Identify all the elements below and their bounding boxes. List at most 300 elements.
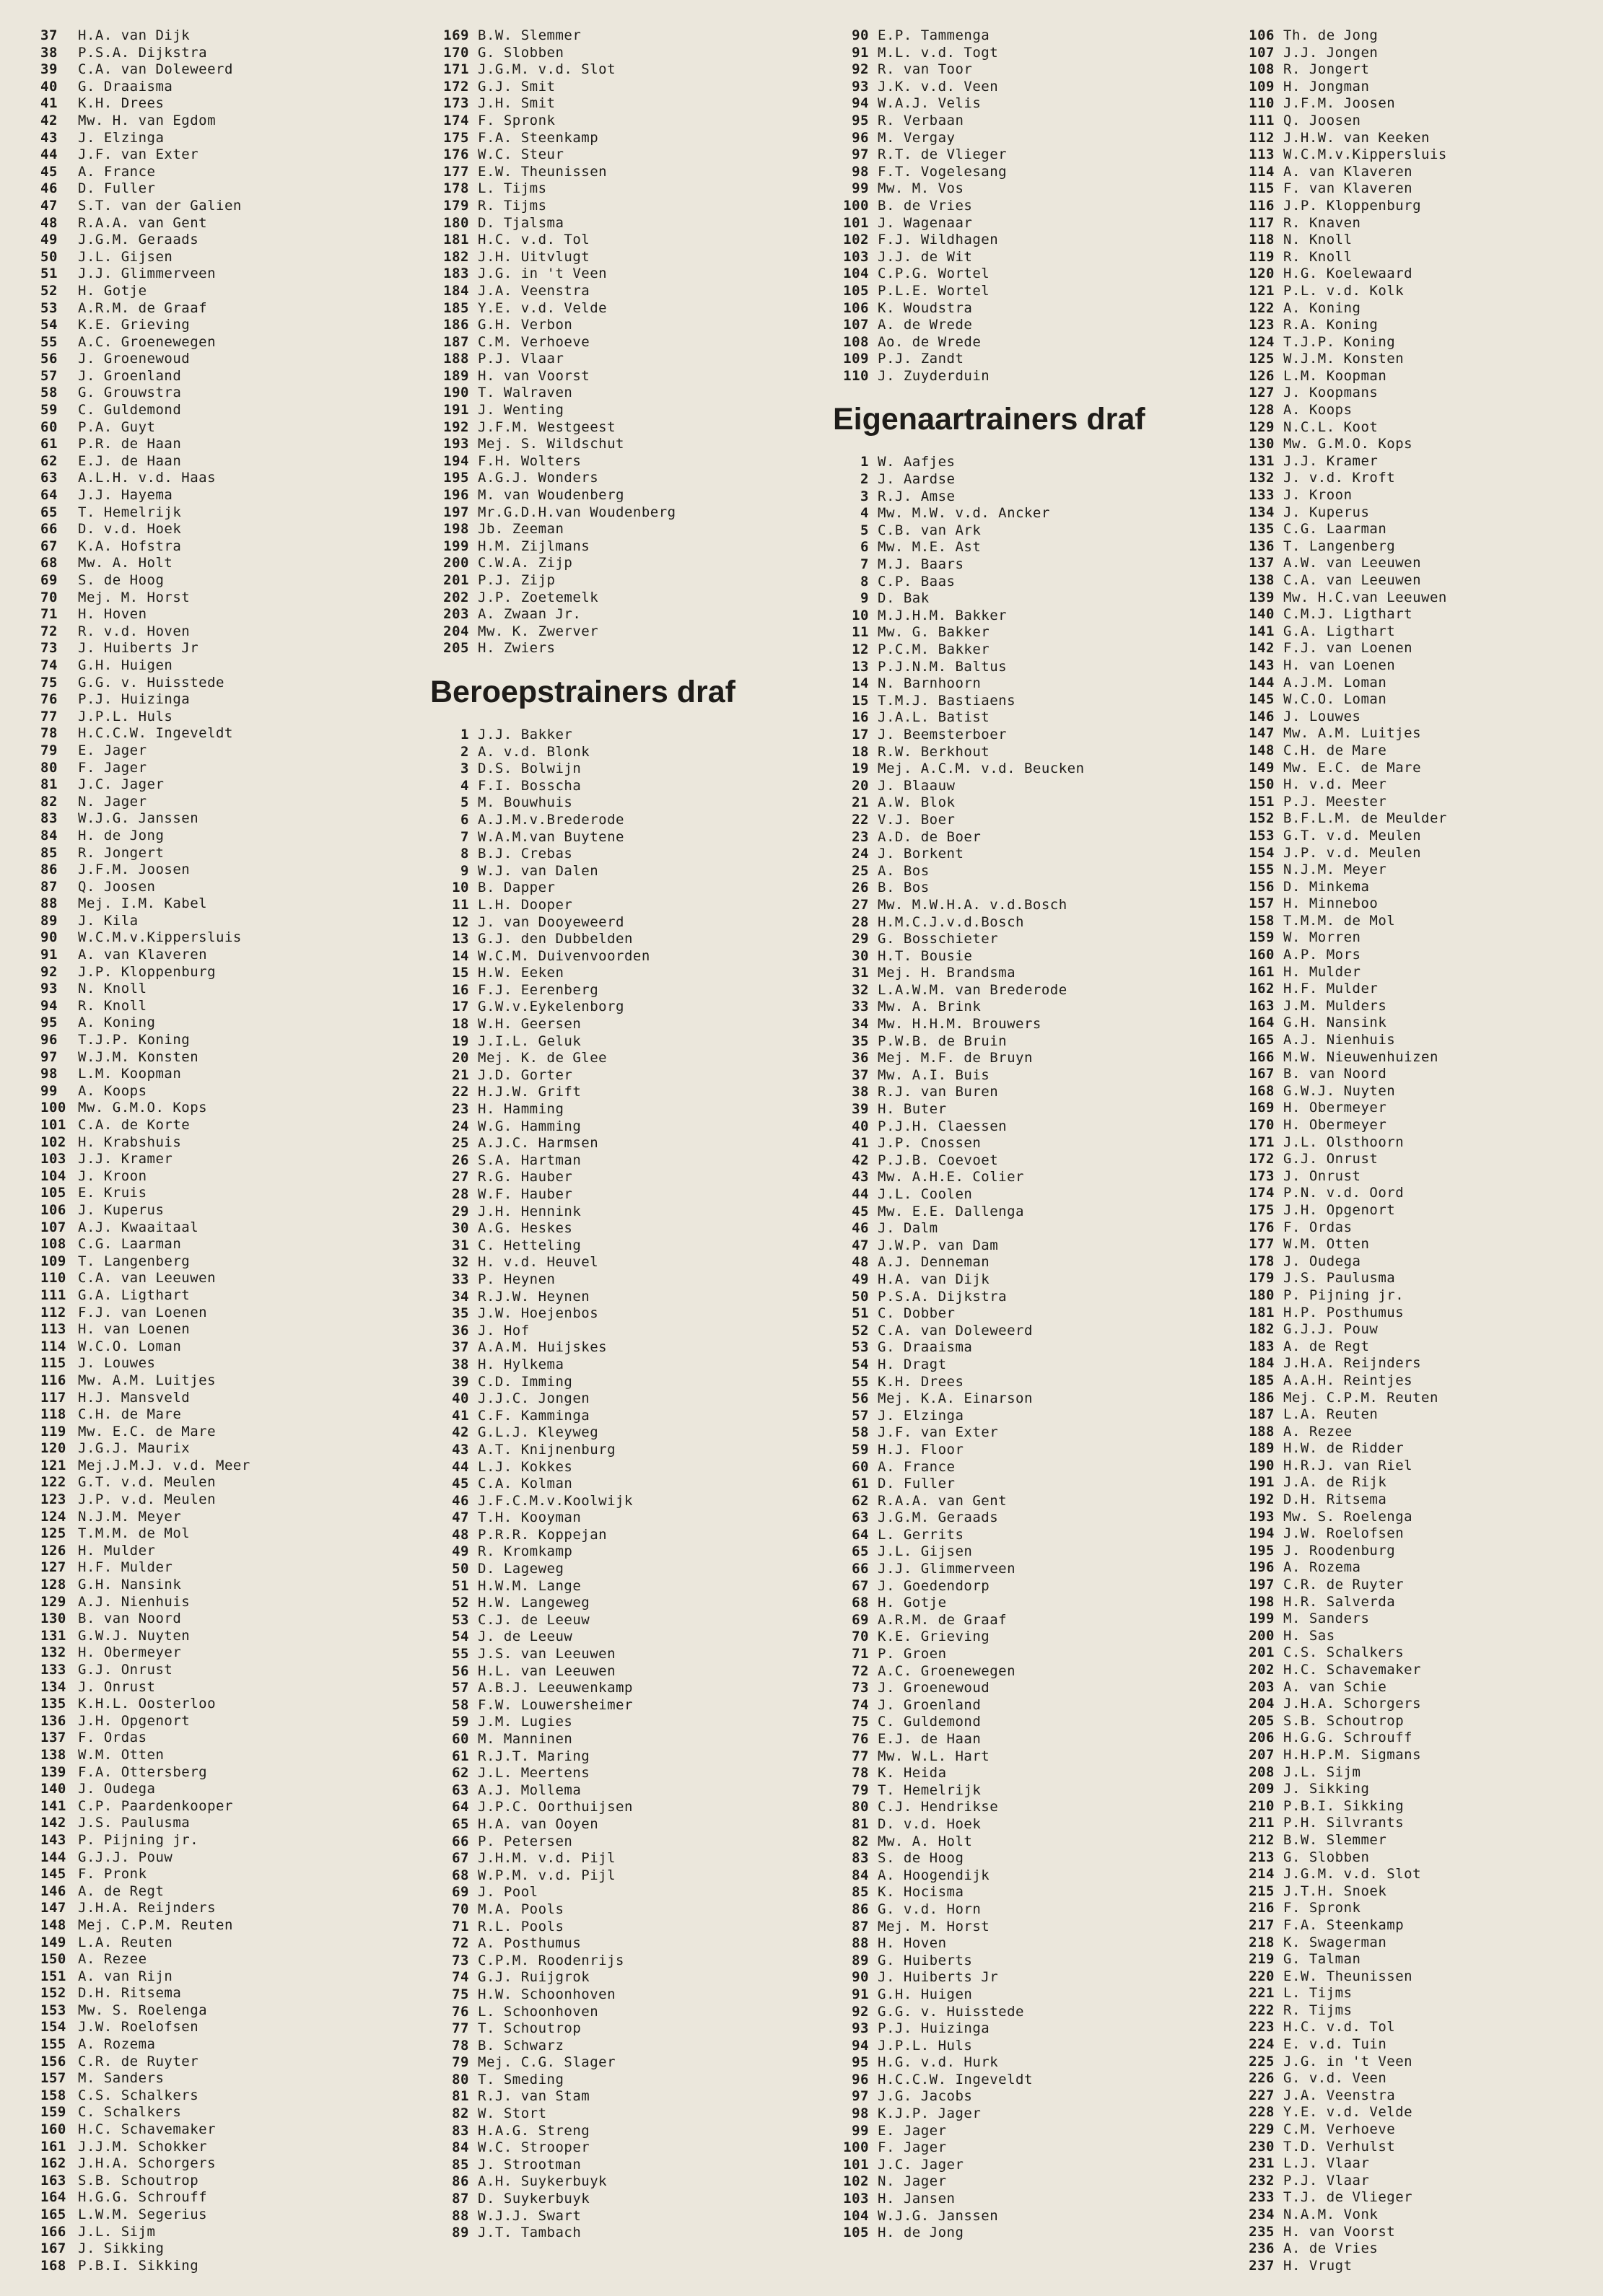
list-item bbox=[40, 1134, 416, 1152]
entry-number: 143 bbox=[40, 1831, 66, 1848]
entry-number: 232 bbox=[1249, 2172, 1275, 2188]
entry-name: J.L. Sijm bbox=[78, 2223, 156, 2240]
entry-number: 134 bbox=[40, 1678, 66, 1695]
list-item bbox=[433, 812, 823, 829]
list-item bbox=[1239, 2104, 1585, 2121]
list-item bbox=[1239, 1202, 1585, 1219]
entry-name: G.H. Nansink bbox=[1283, 1015, 1387, 1031]
list-item bbox=[1239, 402, 1585, 419]
entry-name: D. Fuller bbox=[78, 180, 156, 197]
entry-name: Jb. Zeeman bbox=[478, 521, 564, 538]
list-item bbox=[40, 283, 416, 300]
entry-number: 90 bbox=[852, 27, 869, 43]
list-item bbox=[40, 2019, 416, 2036]
entry-number: 111 bbox=[40, 1287, 66, 1303]
entry-number: 28 bbox=[452, 1186, 469, 1202]
list-item bbox=[40, 675, 416, 692]
entry-name: H. Gotje bbox=[878, 1595, 947, 1611]
entry-name: L.H. Dooper bbox=[478, 896, 573, 913]
entry-name: Mej. C.P.M. Reuten bbox=[78, 1916, 233, 1933]
list-item bbox=[433, 232, 823, 249]
entry-number: 106 bbox=[40, 1201, 66, 1218]
list-item bbox=[40, 947, 416, 964]
list-item bbox=[833, 180, 1223, 198]
list-item bbox=[433, 2072, 823, 2089]
entry-name: H. Krabshuis bbox=[78, 1134, 182, 1150]
list-item bbox=[433, 1901, 823, 1919]
entry-number: 58 bbox=[40, 385, 58, 401]
entry-name: L.A. Reuten bbox=[78, 1934, 173, 1950]
list-item bbox=[433, 1305, 823, 1323]
entry-name: G.H. Huigen bbox=[78, 657, 173, 673]
entry-name: Mw. G. Bakker bbox=[878, 624, 990, 641]
entry-name: N.J.M. Meyer bbox=[1283, 862, 1387, 878]
entry-number: 203 bbox=[1249, 1678, 1275, 1695]
list-item bbox=[40, 725, 416, 742]
list-item bbox=[433, 1680, 823, 1697]
entry-name: J. Wenting bbox=[478, 402, 564, 419]
entry-name: Mej.J.M.J. v.d. Meer bbox=[78, 1457, 250, 1473]
list-item bbox=[833, 1714, 1223, 1731]
entry-name: J.J.M. Schokker bbox=[78, 2138, 208, 2155]
list-item bbox=[833, 1101, 1223, 1118]
entry-name: A.J. Nienhuis bbox=[78, 1593, 191, 1610]
entry-number: 163 bbox=[40, 2172, 66, 2188]
list-item bbox=[833, 1220, 1223, 1237]
entry-number: 12 bbox=[452, 913, 469, 930]
entry-number: 96 bbox=[852, 129, 869, 146]
list-item bbox=[1239, 1270, 1585, 1287]
list-item bbox=[40, 1559, 416, 1577]
entry-number: 51 bbox=[40, 266, 58, 282]
list-item bbox=[433, 2139, 823, 2157]
entry-name: A.C. Groenewegen bbox=[878, 1662, 1016, 1679]
list-item bbox=[40, 1117, 416, 1134]
entry-number: 36 bbox=[452, 1322, 469, 1338]
list-item bbox=[1239, 1917, 1585, 1934]
list-item bbox=[833, 1867, 1223, 1885]
list-item bbox=[1239, 351, 1585, 368]
entry-name: G.J. Smit bbox=[478, 78, 556, 95]
entry-name: S.A. Hartman bbox=[478, 1152, 582, 1168]
list-item bbox=[1239, 913, 1585, 930]
entry-name: J. Aardse bbox=[878, 471, 956, 488]
entry-name: J. Sikking bbox=[78, 2240, 165, 2257]
entry-name: F.T. Vogelesang bbox=[878, 163, 1008, 180]
entry-number: 30 bbox=[452, 1220, 469, 1237]
list-item bbox=[1239, 1644, 1585, 1662]
entry-name: J.G. in 't Veen bbox=[478, 266, 608, 282]
list-item bbox=[433, 2225, 823, 2242]
entry-number: 228 bbox=[1249, 2104, 1275, 2121]
entry-name: G. Slobben bbox=[478, 44, 564, 61]
list-item bbox=[40, 487, 416, 504]
entry-name: H.G. v.d. Hurk bbox=[878, 2054, 999, 2071]
entry-name: H. Jansen bbox=[878, 2191, 956, 2207]
entry-name: J.P.L. Huls bbox=[878, 2037, 973, 2054]
entry-name: F. Spronk bbox=[478, 112, 556, 128]
entry-number: 199 bbox=[1249, 1611, 1275, 1627]
entry-name: H. Zwiers bbox=[478, 640, 556, 657]
entry-name: W.C.M.v.Kippersluis bbox=[78, 929, 242, 946]
list-item bbox=[433, 95, 823, 113]
list-item bbox=[40, 1321, 416, 1338]
list-item bbox=[433, 999, 823, 1016]
list-item bbox=[40, 146, 416, 164]
entry-number: 178 bbox=[1249, 1253, 1275, 1269]
list-item bbox=[433, 2038, 823, 2055]
entry-name: J.W.P. van Dam bbox=[878, 1237, 999, 1253]
entry-name: H. Mulder bbox=[78, 1542, 156, 1559]
entry-name: J.G.M. Geraads bbox=[78, 232, 199, 248]
entry-number: 154 bbox=[40, 2019, 66, 2036]
entry-name: J.H.A. Schorgers bbox=[1283, 1696, 1422, 1712]
list-item bbox=[1239, 2002, 1585, 2020]
entry-number: 29 bbox=[452, 1203, 469, 1219]
list-item bbox=[40, 130, 416, 147]
entry-number: 93 bbox=[852, 2020, 869, 2037]
entry-name: H.F. Mulder bbox=[1283, 981, 1379, 997]
entry-name: F. Jager bbox=[78, 759, 147, 776]
entry-number: 193 bbox=[443, 436, 469, 452]
list-item bbox=[833, 1799, 1223, 1816]
entry-number: 11 bbox=[852, 624, 869, 641]
list-item bbox=[1239, 2054, 1585, 2071]
entry-name: J. Oudega bbox=[1283, 1253, 1361, 1269]
entry-number: 21 bbox=[852, 794, 869, 811]
entry-name: J.H. Opgenort bbox=[1283, 1201, 1396, 1218]
entry-number: 205 bbox=[443, 640, 469, 657]
list-item bbox=[1239, 521, 1585, 538]
entry-number: 138 bbox=[1249, 572, 1275, 588]
list-item bbox=[1239, 555, 1585, 572]
entry-name: Ao. de Wrede bbox=[878, 333, 982, 350]
list-item bbox=[1239, 1594, 1585, 1611]
entry-number: 150 bbox=[40, 1951, 66, 1968]
entry-number: 113 bbox=[40, 1321, 66, 1338]
entry-name: F.H. Wolters bbox=[478, 452, 582, 469]
entry-number: 8 bbox=[460, 846, 469, 862]
entry-number: 124 bbox=[1249, 333, 1275, 350]
entry-number: 192 bbox=[443, 419, 469, 435]
entry-name: A. Koning bbox=[1283, 299, 1361, 316]
list-item bbox=[433, 1612, 823, 1629]
entry-name: F. Ordas bbox=[78, 1730, 147, 1746]
list-item bbox=[40, 1066, 416, 1083]
entry-number: 48 bbox=[40, 214, 58, 231]
entry-number: 169 bbox=[443, 27, 469, 43]
entry-number: 59 bbox=[40, 402, 58, 419]
entry-number: 150 bbox=[1249, 776, 1275, 793]
list-item bbox=[1239, 1543, 1585, 1560]
list-item bbox=[433, 164, 823, 181]
entry-name: J.H.A. Reijnders bbox=[1283, 1355, 1422, 1372]
entry-name: A.W. van Leeuwen bbox=[1283, 555, 1422, 571]
entry-name: L. Tijms bbox=[478, 180, 547, 197]
entry-number: 73 bbox=[852, 1680, 869, 1696]
entry-number: 188 bbox=[1249, 1423, 1275, 1440]
entry-name: J.H.A. Schorgers bbox=[78, 2155, 217, 2172]
list-item bbox=[433, 1527, 823, 1544]
entry-name: B. Bos bbox=[878, 880, 930, 896]
entry-name: T.M.J. Bastiaens bbox=[878, 692, 1016, 709]
entry-number: 116 bbox=[1249, 197, 1275, 214]
entry-name: A. Rezee bbox=[1283, 1423, 1353, 1440]
list-item bbox=[40, 913, 416, 930]
entry-name: G.G. v. Huisstede bbox=[78, 674, 224, 691]
entry-name: Mw. A. Holt bbox=[78, 555, 173, 571]
entry-number: 76 bbox=[852, 1731, 869, 1747]
entry-number: 63 bbox=[40, 470, 58, 486]
list-item bbox=[433, 744, 823, 761]
entry-number: 143 bbox=[1249, 657, 1275, 673]
entry-name: Y.E. v.d. Velde bbox=[478, 299, 608, 316]
entry-name: B. Schwarz bbox=[478, 2037, 564, 2054]
entry-number: 49 bbox=[852, 1271, 869, 1287]
list-item bbox=[40, 657, 416, 675]
entry-number: 173 bbox=[443, 95, 469, 112]
entry-number: 55 bbox=[852, 1373, 869, 1390]
list-item bbox=[833, 130, 1223, 147]
entry-name: D. Bak bbox=[878, 590, 930, 607]
entry-name: F.J. van Loenen bbox=[78, 1304, 208, 1320]
entry-number: 43 bbox=[852, 1169, 869, 1186]
list-item bbox=[833, 1067, 1223, 1085]
entry-name: J.J. Hayema bbox=[78, 487, 173, 504]
list-item bbox=[433, 470, 823, 487]
list-item bbox=[433, 794, 823, 812]
entry-number: 22 bbox=[852, 811, 869, 828]
entry-number: 122 bbox=[40, 1474, 66, 1491]
entry-name: J.G.M. v.d. Slot bbox=[478, 61, 616, 78]
entry-name: J.G.M. Geraads bbox=[878, 1510, 999, 1526]
entry-name: J.S. Paulusma bbox=[1283, 1270, 1396, 1287]
entry-number: 154 bbox=[1249, 844, 1275, 861]
entry-name: Q. Joosen bbox=[1283, 112, 1361, 128]
list-item bbox=[40, 1168, 416, 1186]
entry-number: 50 bbox=[852, 1288, 869, 1305]
entry-number: 110 bbox=[1249, 95, 1275, 112]
entry-number: 171 bbox=[443, 61, 469, 78]
entry-name: J. Onrust bbox=[78, 1678, 156, 1695]
entry-number: 100 bbox=[843, 2139, 869, 2156]
entry-number: 78 bbox=[40, 725, 58, 742]
list-item bbox=[40, 828, 416, 845]
entry-number: 59 bbox=[852, 1441, 869, 1458]
entry-name: H.F. Mulder bbox=[78, 1559, 173, 1576]
entry-number: 110 bbox=[40, 1270, 66, 1287]
entry-name: R. Verbaan bbox=[878, 112, 964, 128]
entry-name: W.C.M.v.Kippersluis bbox=[1283, 146, 1447, 163]
entry-number: 10 bbox=[852, 607, 869, 623]
entry-name: G.W.J. Nuyten bbox=[78, 1627, 191, 1644]
list-item bbox=[40, 2207, 416, 2224]
list-item bbox=[833, 590, 1223, 608]
entry-number: 206 bbox=[1249, 1730, 1275, 1746]
entry-number: 31 bbox=[852, 965, 869, 981]
list-item bbox=[40, 317, 416, 334]
entry-number: 39 bbox=[452, 1373, 469, 1390]
entry-name: P. Petersen bbox=[478, 1833, 573, 1849]
list-item bbox=[833, 1561, 1223, 1578]
entry-name: G.J.J. Pouw bbox=[78, 1849, 173, 1865]
list-item bbox=[1239, 1219, 1585, 1237]
entry-number: 136 bbox=[40, 1712, 66, 1729]
list-item bbox=[1239, 964, 1585, 981]
entry-name: P.J. Zijp bbox=[478, 572, 556, 588]
entry-number: 209 bbox=[1249, 1781, 1275, 1797]
entry-name: P.S.A. Dijkstra bbox=[78, 44, 208, 61]
list-item bbox=[833, 1935, 1223, 1953]
list-item bbox=[833, 79, 1223, 96]
entry-name: J. Kroon bbox=[1283, 487, 1353, 504]
list-item bbox=[40, 709, 416, 726]
entry-number: 153 bbox=[40, 2002, 66, 2018]
entry-name: C. Hetteling bbox=[478, 1237, 582, 1253]
entry-number: 144 bbox=[40, 1849, 66, 1865]
entry-name: R.J. van Buren bbox=[878, 1084, 999, 1100]
list-item bbox=[833, 2157, 1223, 2174]
list-item bbox=[433, 1254, 823, 1271]
list-item bbox=[433, 1237, 823, 1255]
entry-name: L.M. Koopman bbox=[78, 1066, 182, 1082]
entry-number: 3 bbox=[460, 761, 469, 777]
list-item bbox=[833, 2123, 1223, 2140]
list-item bbox=[433, 1697, 823, 1714]
list-item bbox=[1239, 1849, 1585, 1867]
entry-name: A. Koning bbox=[78, 1015, 156, 1031]
list-item bbox=[40, 879, 416, 896]
entry-number: 117 bbox=[40, 1389, 66, 1406]
entry-number: 185 bbox=[443, 299, 469, 316]
entry-number: 104 bbox=[843, 2207, 869, 2224]
entry-number: 198 bbox=[1249, 1593, 1275, 1610]
column-3 bbox=[833, 27, 1223, 2242]
entry-name: N.C.L. Koot bbox=[1283, 419, 1379, 435]
list-item bbox=[433, 1289, 823, 1306]
entry-name: P.J. Vlaar bbox=[478, 351, 564, 367]
entry-name: C.H. de Mare bbox=[78, 1406, 182, 1423]
entry-name: M.L. v.d. Togt bbox=[878, 44, 999, 61]
entry-name: Mej. A.C.M. v.d. Beucken bbox=[878, 761, 1085, 777]
list-item bbox=[833, 1186, 1223, 1204]
entry-number: 85 bbox=[852, 1884, 869, 1901]
list-item bbox=[40, 760, 416, 777]
entry-number: 200 bbox=[1249, 1627, 1275, 1644]
list-item bbox=[833, 1612, 1223, 1629]
list-item bbox=[433, 385, 823, 402]
entry-number: 57 bbox=[40, 367, 58, 384]
entry-number: 97 bbox=[40, 1048, 58, 1065]
entry-number: 147 bbox=[1249, 725, 1275, 742]
entry-name: A. van Klaveren bbox=[78, 947, 208, 963]
list-item bbox=[833, 1476, 1223, 1493]
entry-name: J. de Leeuw bbox=[478, 1629, 573, 1645]
list-item bbox=[40, 1236, 416, 1253]
entry-name: H. Obermeyer bbox=[78, 1644, 182, 1661]
entry-name: F.A. Steenkamp bbox=[1283, 1916, 1405, 1933]
entry-name: R.J.T. Maring bbox=[478, 1748, 590, 1764]
list-item bbox=[833, 1459, 1223, 1476]
entry-name: W.J. van Dalen bbox=[478, 862, 599, 879]
entry-name: A.J. Nienhuis bbox=[1283, 1032, 1396, 1048]
list-item bbox=[1239, 130, 1585, 147]
entry-number: 92 bbox=[852, 2003, 869, 2020]
list-item bbox=[40, 113, 416, 130]
list-item bbox=[433, 590, 823, 607]
entry-name: J.L. Sijm bbox=[1283, 1763, 1361, 1780]
entry-number: 176 bbox=[443, 146, 469, 163]
entry-number: 123 bbox=[40, 1491, 66, 1508]
entry-number: 80 bbox=[852, 1799, 869, 1815]
entry-name: D. Suykerbuyk bbox=[478, 2191, 590, 2207]
entry-number: 222 bbox=[1249, 2002, 1275, 2018]
entry-name: R. Knaven bbox=[1283, 214, 1361, 231]
entry-name: H.G.G. Schrouff bbox=[78, 2189, 208, 2206]
entry-number: 145 bbox=[1249, 691, 1275, 708]
entry-name: J. v.d. Kroft bbox=[1283, 470, 1396, 486]
list-item bbox=[833, 232, 1223, 249]
entry-number: 233 bbox=[1249, 2189, 1275, 2206]
list-item bbox=[833, 829, 1223, 846]
entry-number: 107 bbox=[843, 317, 869, 333]
entry-name: A.G. Heskes bbox=[478, 1220, 573, 1237]
list-item bbox=[433, 1782, 823, 1800]
entry-number: 123 bbox=[1249, 317, 1275, 333]
entry-number: 46 bbox=[452, 1492, 469, 1509]
entry-number: 168 bbox=[1249, 1082, 1275, 1099]
entry-name: G. Bosschieter bbox=[878, 931, 999, 947]
list-item bbox=[40, 1424, 416, 1441]
list-item bbox=[433, 606, 823, 623]
entry-name: J.L. Gijsen bbox=[878, 1543, 973, 1560]
entry-number: 67 bbox=[40, 538, 58, 554]
entry-name: D. v.d. Hoek bbox=[78, 521, 182, 538]
entry-number: 37 bbox=[452, 1339, 469, 1356]
entry-name: B. van Noord bbox=[78, 1611, 182, 1627]
entry-number: 117 bbox=[1249, 214, 1275, 231]
list-item bbox=[40, 95, 416, 113]
entry-name: C.P. Paardenkooper bbox=[78, 1797, 233, 1814]
entry-name: J.F.C.M.v.Koolwijk bbox=[478, 1492, 633, 1509]
entry-name: H.A. van Dijk bbox=[878, 1271, 990, 1287]
entry-name: H. Mulder bbox=[1283, 963, 1361, 980]
list-item bbox=[1239, 1305, 1585, 1322]
entry-name: C.D. Imming bbox=[478, 1373, 573, 1390]
entry-name: D.H. Ritsema bbox=[78, 1985, 182, 2002]
entry-number: 44 bbox=[40, 146, 58, 163]
list-item bbox=[40, 862, 416, 879]
list-item bbox=[40, 794, 416, 811]
entry-name: W.F. Hauber bbox=[478, 1186, 573, 1202]
list-item bbox=[40, 845, 416, 862]
entry-number: 162 bbox=[1249, 981, 1275, 997]
entry-number: 120 bbox=[1249, 266, 1275, 282]
list-item bbox=[433, 538, 823, 556]
entry-name: H.W. Eeken bbox=[478, 965, 564, 981]
entry-number: 27 bbox=[452, 1169, 469, 1186]
entry-name: N. Barnhoorn bbox=[878, 675, 982, 692]
entry-name: J. Strootman bbox=[478, 2156, 582, 2173]
list-item bbox=[40, 1662, 416, 1679]
entry-number: 17 bbox=[852, 726, 869, 742]
entry-name: J.L. Olsthoorn bbox=[1283, 1134, 1405, 1150]
entry-number: 160 bbox=[40, 2121, 66, 2138]
entry-name: F. Ordas bbox=[1283, 1219, 1353, 1235]
list-item bbox=[40, 1202, 416, 1219]
entry-name: F.J. Eerenberg bbox=[478, 981, 599, 998]
entry-name: G.H. Verbon bbox=[478, 317, 573, 333]
